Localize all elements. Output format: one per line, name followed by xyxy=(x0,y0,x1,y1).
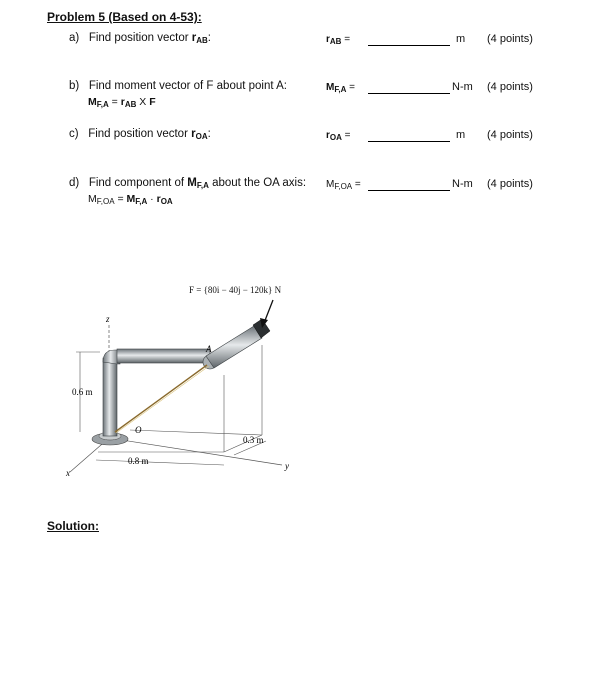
equation-b: $M_{F,A} = r_{AB}$ X F xyxy=(88,96,156,109)
unit-a: m xyxy=(456,33,466,45)
vector-symbol: r xyxy=(191,32,197,44)
unit-d: N-m xyxy=(452,178,473,190)
position-vector-highlight xyxy=(116,366,209,433)
vector-subscript: OA xyxy=(195,132,208,141)
vector-subscript: F,A xyxy=(196,181,209,190)
points-a: (4 points) xyxy=(487,33,533,45)
question-text: Find position vector xyxy=(88,32,192,44)
question-tail: : xyxy=(207,128,211,140)
unit-b: N-m xyxy=(452,81,473,93)
point-o-label: O xyxy=(135,425,142,435)
pipe-vertical xyxy=(103,358,117,436)
answer-label-d: $M_{F,OA}$ = xyxy=(326,179,361,191)
question-tail: : xyxy=(207,32,211,44)
question-text: Find component of xyxy=(88,177,188,189)
position-vector-oa xyxy=(115,365,207,432)
axis-x-label: x xyxy=(66,468,70,478)
pipe-angled xyxy=(206,326,262,368)
pipe-horizontal xyxy=(117,349,210,363)
vector-symbol: M xyxy=(187,177,197,189)
points-d: (4 points) xyxy=(487,178,533,190)
unit-c: m xyxy=(456,129,466,141)
vector-symbol: r xyxy=(191,128,196,140)
axis-z-label: z xyxy=(106,314,110,324)
answer-label-c: $r_{OA}$ = xyxy=(326,130,351,142)
point-a-label: A xyxy=(206,344,212,354)
question-text: Find position vector xyxy=(88,128,192,140)
question-letter: a) xyxy=(69,32,80,44)
axis-y-label: y xyxy=(285,461,289,471)
points-c: (4 points) xyxy=(487,129,533,141)
question-tail: about the OA axis: xyxy=(208,177,307,189)
equation-d: $M_{F,OA} = M_{F,A} \cdot r_{OA}$ xyxy=(88,193,173,206)
answer-label-b: $M_{F,A}$ = xyxy=(326,82,355,94)
dim-height-label: 0.6 m xyxy=(72,387,93,397)
vector-subscript: AB xyxy=(196,36,208,45)
solution-label: Solution: xyxy=(47,519,99,533)
points-b: (4 points) xyxy=(487,81,533,93)
question-letter: b) xyxy=(69,80,80,92)
question-letter: d) xyxy=(69,177,80,189)
dim-x-label: 0.8 m xyxy=(128,456,149,466)
answer-label-a: $r_{AB}$ = xyxy=(326,34,351,46)
problem-title: Problem 5 (Based on 4-53): xyxy=(47,10,202,24)
question-text: Find moment vector of F about point A: xyxy=(88,80,287,92)
force-label: F = {80i − 40j − 120k} N xyxy=(189,285,282,295)
dim-y-label: 0.3 m xyxy=(243,435,264,445)
dim-0-8 xyxy=(96,460,224,465)
question-letter: c) xyxy=(69,128,79,140)
